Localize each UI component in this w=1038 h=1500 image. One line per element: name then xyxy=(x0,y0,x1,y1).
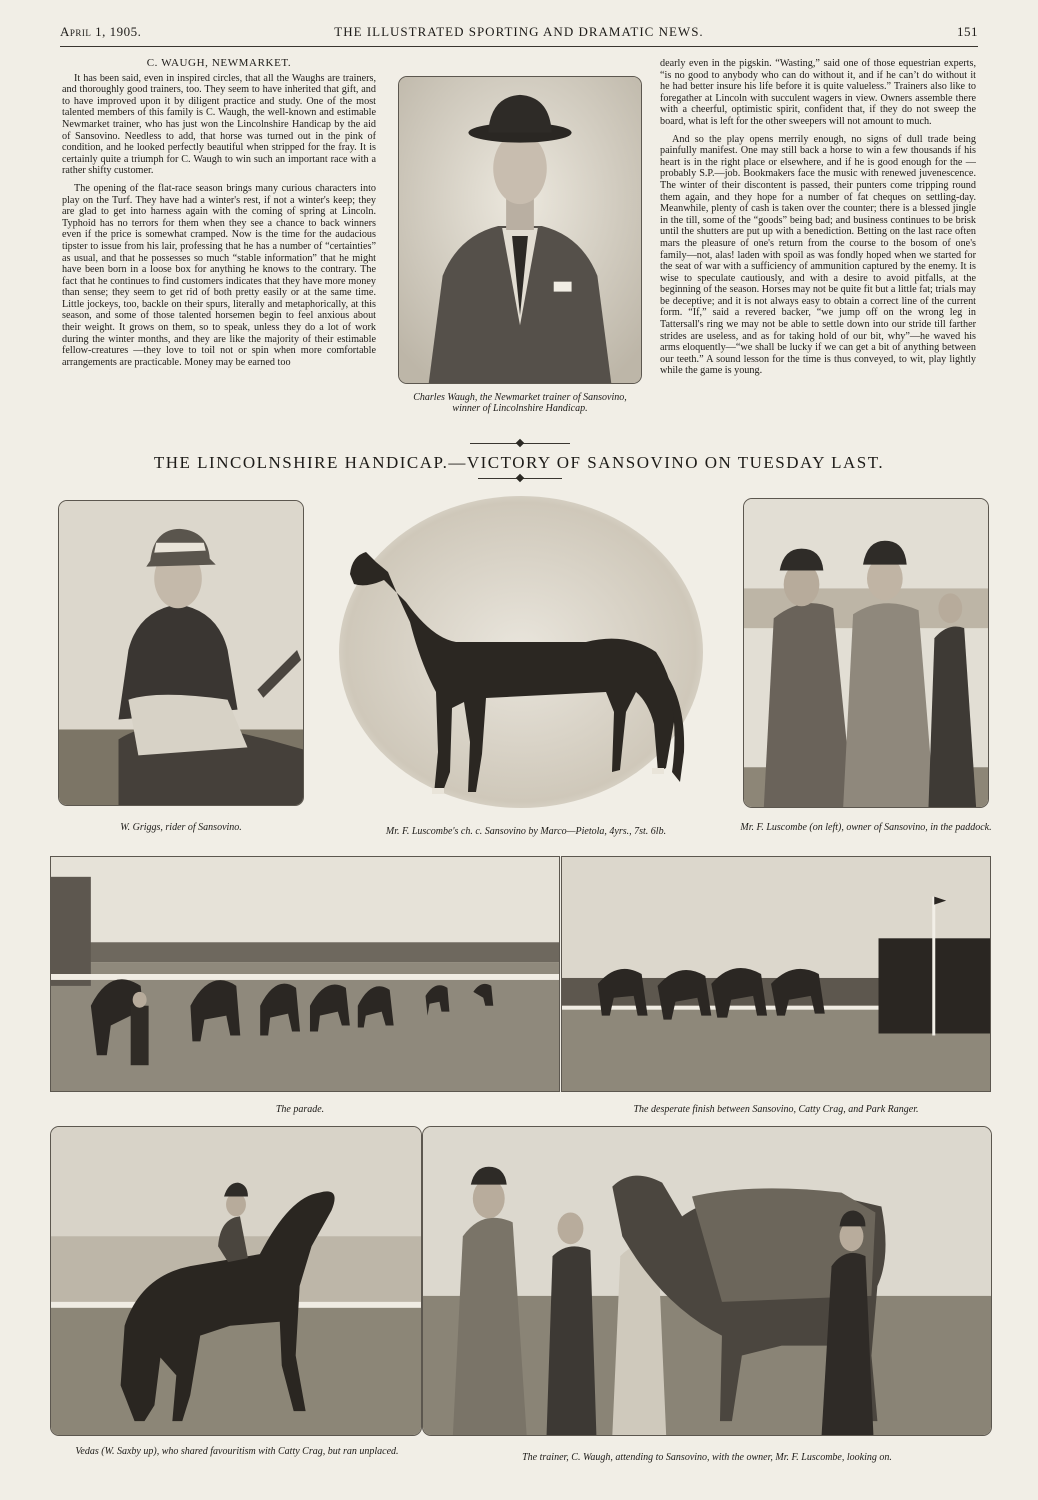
trainer-image xyxy=(423,1127,991,1435)
caption-trainer: The trainer, C. Waugh, attending to Sansovino, with the owner, Mr. F. Luscombe, looking on. xyxy=(522,1452,892,1463)
caption-horse: Mr. F. Luscombe's ch. c. Sansovino by Marco—Pietola, 4yrs., 7st. 6lb. xyxy=(385,826,667,837)
headline-ornament-bottom xyxy=(478,475,562,483)
caption-jockey: W. Griggs, rider of Sansovino. xyxy=(120,822,242,833)
article-paragraph: It has been said, even in inspired circles, that all the Waughs are trainers, and thoroughly good trainers, too. They seem to have inherited that gift, and to have improved upon it by diligent practice and study. One of the most talented members of this family is C. Waugh, the well-known and estimable Newmarket trainer, who has just won the Lincolnshire Handicap by the aid of Sansovino. Needless to add, that horse was turned out in the pink of condition, and he looked perfectly beautiful when stripped for the fray. It is certainly quite a triumph for C. Waugh to win such an important race with a rather shifty customer. xyxy=(62,72,376,177)
article-column-left xyxy=(62,58,376,438)
photo-owner-paddock xyxy=(743,498,989,808)
article-paragraph: The opening of the flat-race season brings many curious characters into play on the Turf. They have had a winter's rest, if not a winter's keep; they are glad to get into harness again with the coming of spring at Lincoln. Typhoid has no terrors for them when they see a chance to back winners even if the price is somewhat cramped. Now is the time for the audacious tipster to issue from his lair, professing that he has a number of “certainties” as usual, and that he possesses so much “stable information” that he might have been born in a loose box for anything he knows to the contrary. The fact that he continues to find customers indicates that they have more money than sense; they seem to get rid of both pretty easily or at the same time. Little jockeys, too, backle on their spurs, literally and metaphorically, at this season, and some of those talented horsemen begin to feel anxious about their weight. It grows on them, so to speak, unless they do a lot of work during the winter months, and they are like the majority of their estimable fellow-creatures —they love to toil not or spin when more comfortable arrangements are practicable. Money may be earned too xyxy=(62,182,376,368)
photo-jockey-w-griggs xyxy=(58,500,304,806)
jockey-image xyxy=(59,501,303,805)
owner-image xyxy=(744,499,988,807)
photo-horse-sansovino xyxy=(336,492,706,810)
article-paragraph: dearly even in the pigskin. “Wasting,” said one of those equestrian experts, “is no good to anybody who can do without it, and if he can’t do without it he had better insure his life before it is quite valueless.” Trainers also like to foregather at Lincoln with succulent wagers in view. Owners assemble there with a cheerful, optimistic spirit, confident that, if they do not sweep the board, what is left for the other sweepers will not amount to much. xyxy=(660,58,976,127)
portrait-image xyxy=(399,77,641,383)
vedas-image xyxy=(51,1127,421,1435)
caption-finish: The desperate finish between Sansovino, Catty Crag, and Park Ranger. xyxy=(633,1104,919,1115)
headline: THE LINCOLNSHIRE HANDICAP.—VICTORY OF SANSOVINO ON TUESDAY LAST. xyxy=(153,453,885,472)
header-rule xyxy=(60,46,978,47)
horse-image xyxy=(336,492,706,810)
photo-trainer-attending xyxy=(422,1126,992,1436)
caption-vedas: Vedas (W. Saxby up), who shared favouritism with Catty Crag, but ran unplaced. xyxy=(75,1446,399,1457)
article-paragraph: And so the play opens merrily enough, no signs of dull trade being painfully manifest. One may still back a horse to win a few thousands if his heart is in the right place or elsewhere, and if he is good enough for the —probably S.P.—job. Bookmakers face the music with renewed juvenescence. The winter of their discontent is passed, their punters come tripping round them again, and they hope for a number of fat cheques on settling-day. Meanwhile, plenty of cash is taken over the counter; there is a blessed jingle in the till, some of the “goods” being bad; and business continues to be brisk until the shutters are put up with a benediction. Betting on the last race often mars the pleasure of one's return from the course to the bosom of one's family—not, alas! laden with spoil as was fondly hoped when we started for the seat of war with a sufficiency of ammunition captured by the enemy. It is wise to speculate cautiously, and with a desire to avoid pitfalls, at the beginning of the season. Horses may not be quite fit but a little fat; trials may be deceptive; and it is not always easy to obtain a correct line of the current form. “If,” said a revered backer, “we jump off on the wrong leg in Tattersall's ring we may not be able to settle down into our stride till farther strides are useless, and as for taking hold of our bit, why”—he waved his arms eloquently—“we shall be lucky if we can get a bit of anything between our teeth.” A sound lesson for the time is thus conveyed, to wit, play lightly while the game is young. xyxy=(660,133,976,377)
photo-the-parade xyxy=(50,856,560,1092)
issue-date: April 1, 1905. xyxy=(60,24,142,39)
page-number: 151 xyxy=(957,24,978,39)
running-header xyxy=(60,20,978,44)
publication-title: THE ILLUSTRATED SPORTING AND DRAMATIC NEWS. xyxy=(334,24,704,39)
portrait-caption: Charles Waugh, the Newmarket trainer of Sansovino, winner of Lincolnshire Handicap. xyxy=(413,392,627,414)
article-heading: C. WAUGH, NEWMARKET. xyxy=(146,58,292,69)
photo-vedas xyxy=(50,1126,422,1436)
article-column-right xyxy=(660,58,976,438)
portrait-photo-charles-waugh xyxy=(398,76,642,384)
parade-image xyxy=(51,857,559,1091)
caption-owner: Mr. F. Luscombe (on left), owner of Sansovino, in the paddock. xyxy=(740,822,992,833)
headline-ornament-top xyxy=(470,440,570,448)
photo-the-finish xyxy=(561,856,991,1092)
caption-parade: The parade. xyxy=(275,1104,325,1115)
finish-image xyxy=(562,857,990,1091)
